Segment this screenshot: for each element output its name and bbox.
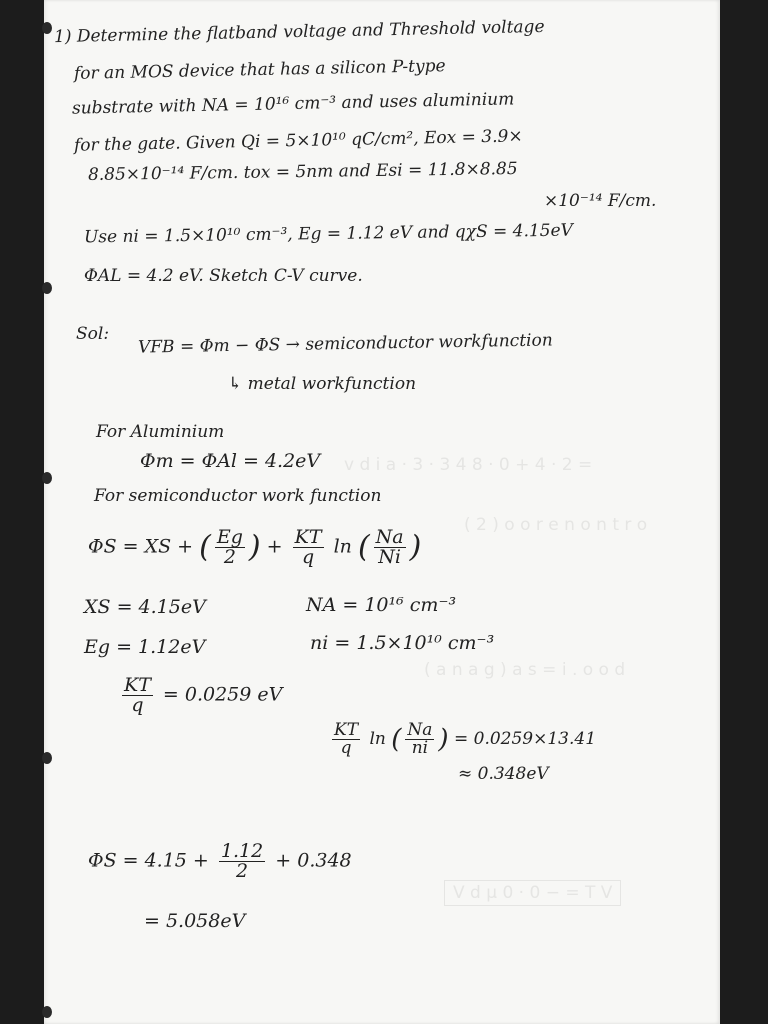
bleed-through: V d µ 0 · 0 − = T V <box>444 880 621 906</box>
eg-value: Eg = 1.12eV <box>84 636 206 658</box>
problem-line-3: substrate with NA = 10¹⁶ cm⁻³ and uses aluminium <box>71 89 515 119</box>
na-value: NA = 10¹⁶ cm⁻³ <box>306 594 457 616</box>
spiral-hole <box>42 282 52 294</box>
problem-line-2: for an MOS device that has a silicon P-type <box>73 56 446 84</box>
metal-workfunction-note: ↳ metal workfunction <box>228 374 417 394</box>
ni-value: ni = 1.5×10¹⁰ cm⁻³ <box>310 632 495 654</box>
solution-label: Sol: <box>76 324 110 344</box>
phi-m-value: Φm = ΦAl = 4.2eV <box>140 450 321 472</box>
aluminium-heading: For Aluminium <box>96 422 225 442</box>
notebook-page <box>44 0 720 1024</box>
thermal-voltage: $\frac{KT}{q}$ = 0.0259 eV <box>124 674 283 716</box>
problem-line-4: for the gate. Given Qi = 5×10¹⁰ qC/cm², Eox = 3.9× <box>73 126 523 156</box>
spiral-hole <box>42 752 52 764</box>
phi-s-result: = 5.058eV <box>144 910 246 932</box>
spiral-hole <box>42 22 52 34</box>
semiconductor-heading: For semiconductor work function <box>94 486 382 506</box>
problem-line-5: 8.85×10⁻¹⁴ F/cm. tox = 5nm and Esi = 11.8×8.85 <box>87 159 518 185</box>
fermi-term-result: ≈ 0.348eV <box>458 764 549 784</box>
spiral-hole <box>42 472 52 484</box>
problem-line-7: Use ni = 1.5×10¹⁰ cm⁻³, Eg = 1.12 eV and qχS = 4.15eV <box>83 220 574 248</box>
spiral-hole <box>42 1006 52 1018</box>
problem-line-6: ×10⁻¹⁴ F/cm. <box>544 191 657 211</box>
xs-value: XS = 4.15eV <box>84 596 206 618</box>
fermi-term: $\frac{KT}{q}$ ln ( $\frac{Na}{ni}$ ) = 0.0259×13.41 <box>334 720 597 758</box>
bleed-through: ( a n a g ) a s = i . o o d <box>424 660 626 680</box>
phi-s-substitution: ΦS = 4.15 + $\frac{1.12}{2}$ + 0.348 <box>88 840 352 882</box>
bleed-through: ( 2 ) o o r e n o n t r o <box>464 515 648 535</box>
bleed-through: v d i a · 3 · 3 4 8 · 0 + 4 · 2 = <box>344 455 593 475</box>
problem-line-1: 1) Determine the flatband voltage and Threshold voltage <box>53 16 545 48</box>
phi-s-formula: ΦS = XS + ( $\frac{Eg}{2}$ ) + $\frac{KT}{q}$ ln ( $\frac{Na}{Ni}$ ) <box>88 526 422 568</box>
problem-line-8: ΦAL = 4.2 eV. Sketch C-V curve. <box>84 266 363 286</box>
vfb-formula: VFB = Φm − ΦS → semiconductor workfunction <box>137 330 553 358</box>
